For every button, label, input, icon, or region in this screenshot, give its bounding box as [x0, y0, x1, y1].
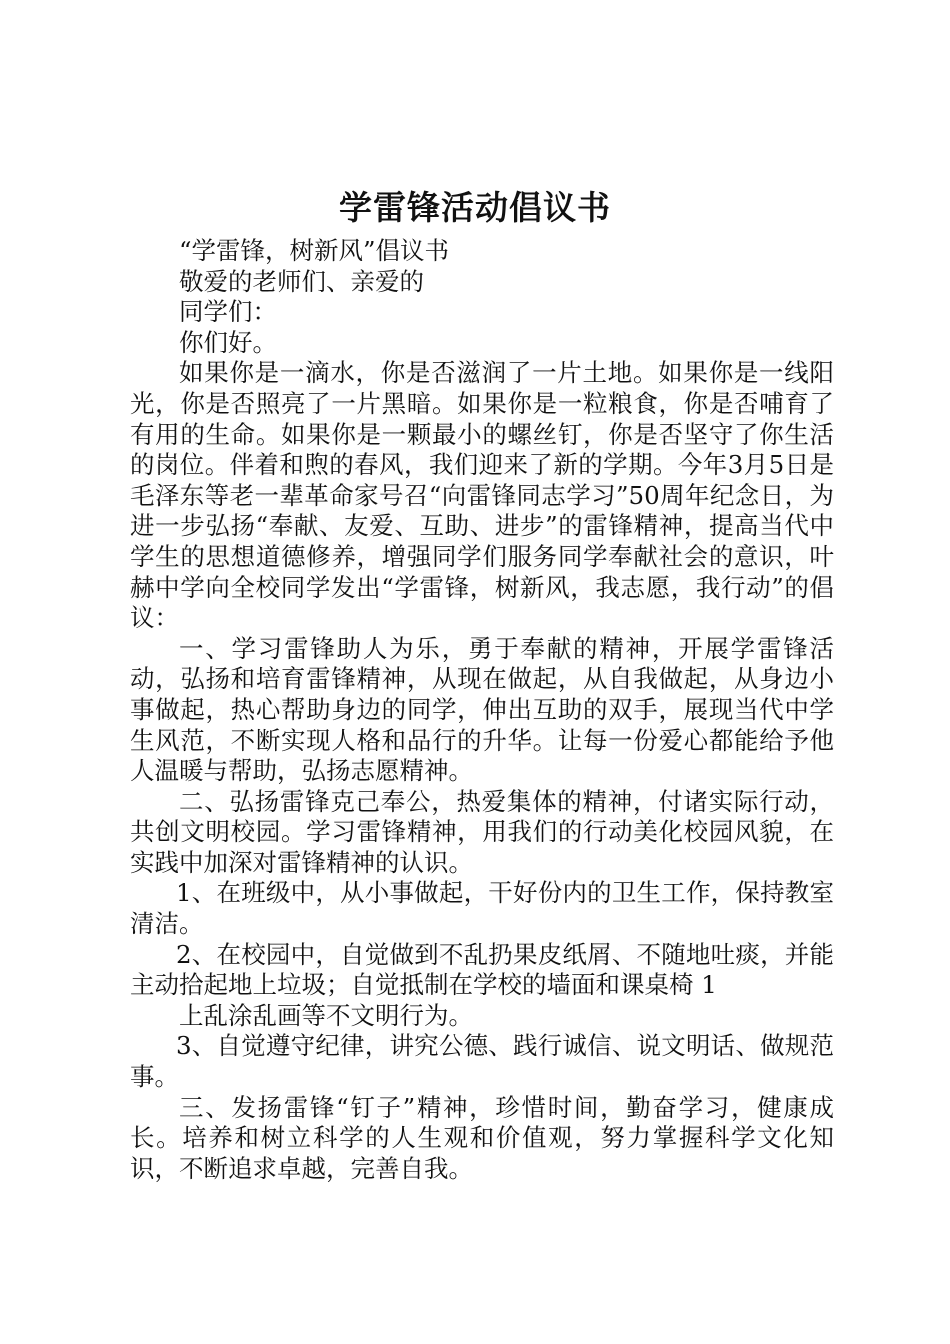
paragraph-subpoint-2-cont: 上乱涂乱画等不文明行为。 [179, 1000, 473, 1030]
document-body [130, 236, 834, 1184]
paragraph-subpoint-1: 1、在班级中，从小事做起，干好份内的卫生工作，保持教室清洁。 [130, 878, 834, 939]
paragraph-subpoint-2: 2、在校园中，自觉做到不乱扔果皮纸屑、不随地吐痰，并能主动拾起地上垃圾；自觉抵制在学校的墙面和课桌椅 1 [130, 939, 834, 1000]
paragraph-subtitle: “学雷锋，树新风”倡议书 [179, 236, 450, 265]
paragraph-subpoint-3: 3、自觉遵守纪律，讲究公德、践行诚信、说文明话、做规范事。 [130, 1031, 834, 1092]
paragraph-point-3: 三、发扬雷锋“钉子”精神，珍惜时间，勤奋学习，健康成长。培养和树立科学的人生观和价值观，努力掌握科学文化知识，不断追求卓越，完善自我。 [130, 1092, 834, 1183]
paragraph-point-2: 二、弘扬雷锋克己奉公，热爱集体的精神，付诸实际行动，共创文明校园。学习雷锋精神，用我们的行动美化校园风貌，在实践中加深对雷锋精神的认识。 [130, 786, 834, 877]
paragraph-salutation-cont: 同学们： [179, 297, 277, 327]
paragraph-salutation: 敬爱的老师们、亲爱的 [179, 266, 424, 296]
paragraph-intro: 如果你是一滴水，你是否滋润了一片土地。如果你是一线阳光，你是否照亮了一片黑暗。如果你是一粒粮食，你是否哺育了有用的生命。如果你是一颗最小的螺丝钉，你是否坚守了你生活的岗位。伴着和煦的春风，我们迎来了新的学期。今年3月5日是毛泽东等老一辈革命家号召“向雷锋同志学习”50周年纪念日，为进一步弘扬“奉献、友爱、互助、进步”的雷锋精神，提高当代中学生的思想道德修养，增强同学们服务同学奉献社会的意识，叶赫中学向全校同学发出“学雷锋，树新风，我志愿，我行动”的倡议： [130, 358, 834, 633]
paragraph-greeting: 你们好。 [179, 327, 277, 357]
document-title: 学雷锋活动倡议书 [339, 188, 611, 227]
paragraph-point-1: 一、学习雷锋助人为乐，勇于奉献的精神，开展学雷锋活动，弘扬和培育雷锋精神，从现在做起，从自我做起，从身边小事做起，热心帮助身边的同学，伸出互助的双手，展现当代中学生风范，不断实现人格和品行的升华。让每一份爱心都能给予他人温暖与帮助，弘扬志愿精神。 [130, 633, 834, 786]
